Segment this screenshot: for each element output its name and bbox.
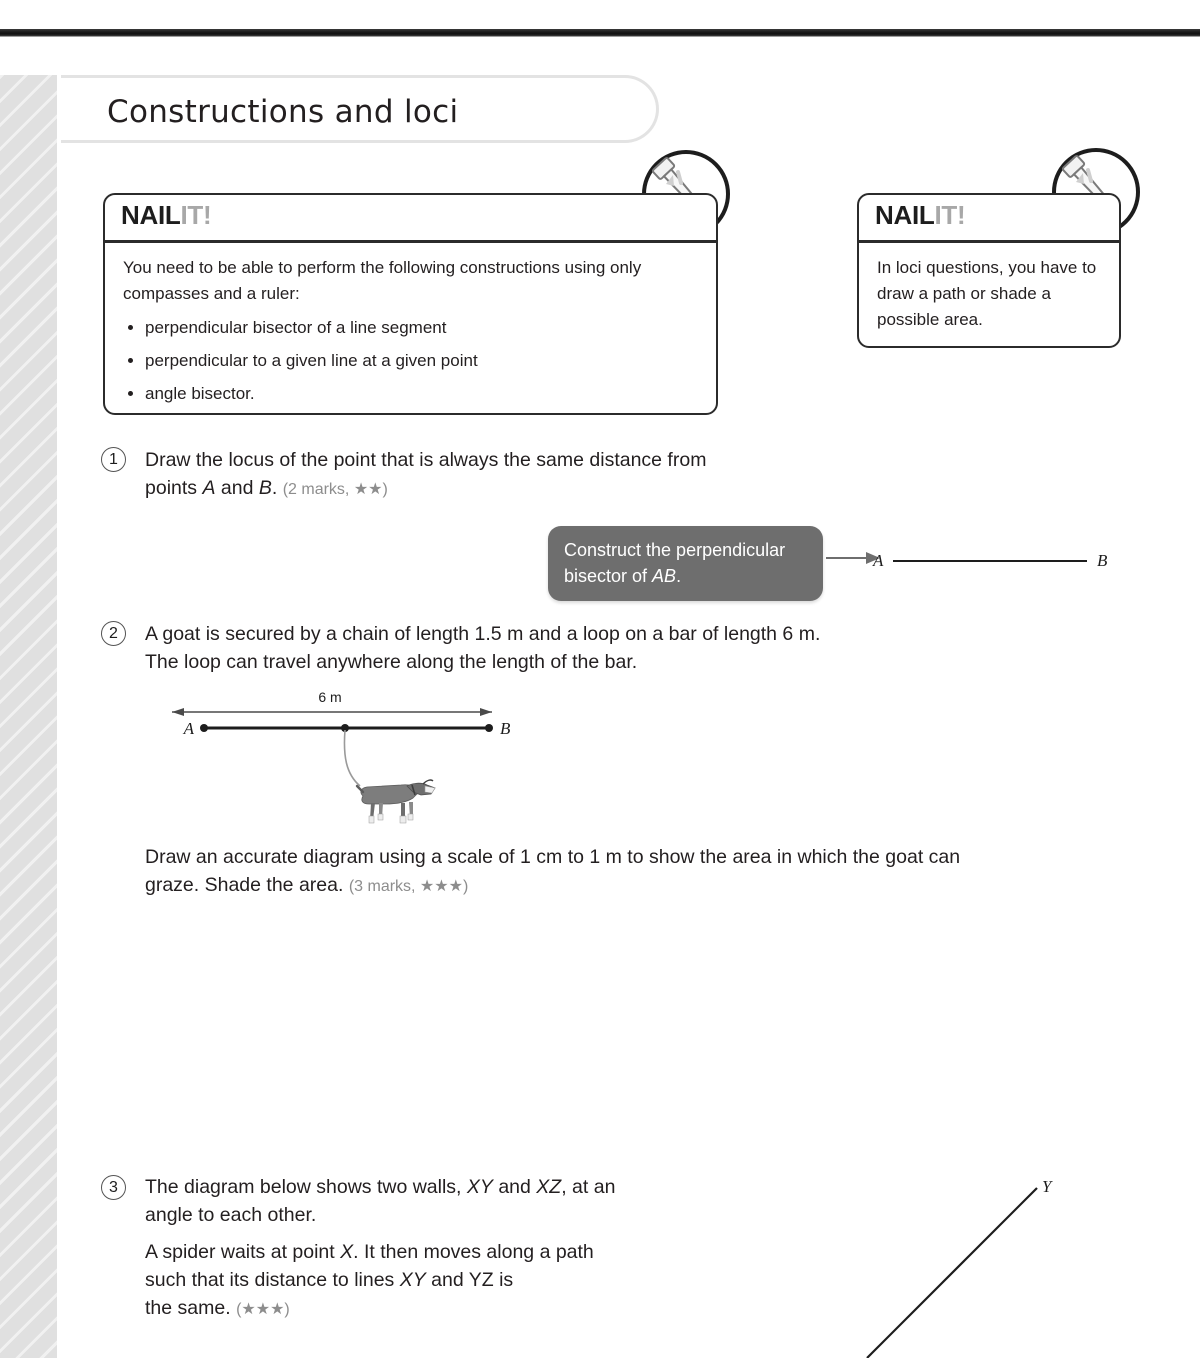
question-1-line2-mid: and	[215, 477, 259, 499]
question-3-wall-xy: XY	[466, 1176, 493, 1198]
diagram-q1-label-b: B	[1097, 551, 1108, 570]
list-item: • perpendicular bisector of a line segment	[145, 315, 702, 341]
question-3-p1-pre: The diagram below shows two walls,	[145, 1176, 467, 1198]
nailit-heading-grey-2: IT!	[934, 200, 966, 230]
question-3-p1-post: , at an	[561, 1176, 616, 1198]
list-item: • angle bisector.	[145, 381, 702, 407]
nailit-heading-1	[121, 200, 211, 231]
question-3-p1-mid: and	[492, 1176, 537, 1198]
question-2-marks: (3 marks, ★★★)	[348, 878, 469, 895]
question-2-task-line1: Draw an accurate diagram using a scale of 1 cm to 1 m to show the area in which the goat can	[145, 846, 961, 868]
question-1-marks: (2 marks, ★★)	[282, 481, 388, 498]
diagram-q1-label-a: A	[873, 551, 884, 570]
page-title-box	[61, 75, 659, 143]
question-3-p1-line2: angle to each other.	[145, 1204, 317, 1226]
question-2-task-line2: graze. Shade the area.	[145, 874, 344, 896]
left-margin-hatch-band	[0, 75, 57, 1358]
hint-callout-q1-line2-post: .	[676, 566, 682, 586]
page-title: Constructions and loci	[107, 94, 459, 130]
question-1-line2-pre: points	[145, 477, 203, 499]
question-text-3-para2	[145, 1238, 765, 1324]
nailit-heading-2	[875, 200, 965, 231]
question-2-task-text	[145, 843, 1105, 901]
hint-callout-q1-ab: AB	[652, 566, 677, 586]
question-3-p2-line2-mid: and YZ is	[425, 1269, 514, 1291]
question-number-2: 2	[101, 621, 126, 646]
nailit-bullet-list-1	[123, 315, 702, 407]
question-3-point-x: X	[340, 1241, 354, 1263]
hint-callout-q1-line1: Construct the perpendicular	[564, 540, 786, 560]
question-1-point-a: A	[202, 477, 216, 499]
question-3-p2-pre: A spider waits at point	[145, 1241, 341, 1263]
diagram-q2-label-a: A	[183, 719, 194, 738]
question-1-point-b: B	[258, 477, 272, 499]
goat-illustration	[357, 780, 435, 823]
question-3-p2-post: . It then moves along a path	[353, 1241, 594, 1263]
diagram-q2-goat-on-bar	[132, 686, 562, 834]
diagram-q2-dimension-label: 6 m	[318, 689, 342, 705]
question-number-3: 3	[101, 1175, 126, 1200]
question-text-3-para1	[145, 1173, 765, 1229]
hint-callout-q1	[548, 526, 823, 601]
question-text-1	[145, 446, 905, 504]
nailit-body-1	[123, 255, 702, 414]
nailit-divider-2	[859, 240, 1119, 243]
diagram-q2-label-b: B	[500, 719, 511, 738]
diagram-q1-segment-ab	[865, 545, 1125, 575]
nailit-heading-dark-1: NAIL	[121, 200, 181, 230]
question-3-p2-line2-pre: such that its distance to lines	[145, 1269, 400, 1291]
nailit-intro-1: You need to be able to perform the following constructions using only compasses and a ruler:	[123, 258, 642, 303]
question-3-line-xy: XY	[399, 1269, 426, 1291]
question-number-1: 1	[101, 447, 126, 472]
diagram-q3-walls	[787, 1170, 1087, 1358]
question-1-line1: Draw the locus of the point that is always the same distance from	[145, 449, 707, 471]
question-1-line2-post: .	[271, 477, 278, 499]
question-3-marks: (★★★)	[236, 1301, 290, 1318]
nailit-callout-1	[103, 193, 718, 415]
question-2-line2: The loop can travel anywhere along the length of the bar.	[145, 651, 638, 673]
question-3-wall-xz: XZ	[536, 1176, 562, 1198]
nailit-callout-2	[857, 193, 1121, 348]
question-2-line1: A goat is secured by a chain of length 1.5 m and a loop on a bar of length 6 m.	[145, 623, 821, 645]
hint-callout-q1-line2-pre: bisector of	[564, 566, 653, 586]
nailit-divider-1	[105, 240, 716, 243]
question-3-p2-line3: the same.	[145, 1297, 231, 1319]
diagram-q3-label-y: Y	[1042, 1177, 1052, 1196]
page-content	[57, 0, 1200, 1358]
list-item: • perpendicular to a given line at a given point	[145, 348, 702, 374]
question-text-2	[145, 620, 1045, 676]
nailit-body-2: In loci questions, you have to draw a path or shade a possible area.	[877, 258, 1097, 329]
nailit-heading-grey-1: IT!	[180, 200, 212, 230]
nailit-heading-dark-2: NAIL	[875, 200, 935, 230]
